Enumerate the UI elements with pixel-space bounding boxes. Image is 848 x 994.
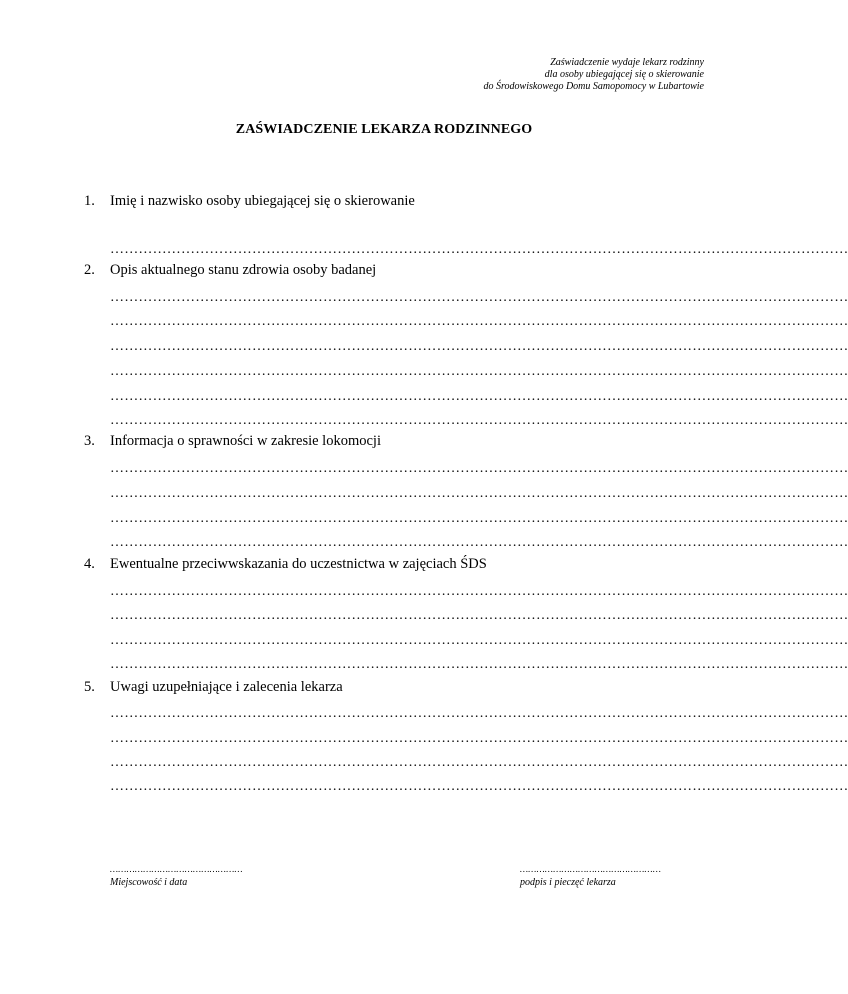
answer-line[interactable]: ………………………………………………………………………………………………………………………………………… bbox=[110, 486, 848, 501]
header-note bbox=[484, 57, 704, 93]
answer-line[interactable]: ………………………………………………………………………………………………………………………………………… bbox=[110, 364, 848, 379]
signature-line[interactable]: …………………………………………… bbox=[520, 864, 662, 874]
signature-label: podpis i pieczęć lekarza bbox=[520, 877, 616, 888]
header-note-line-2: dla osoby ubiegającej się o skierowanie bbox=[544, 69, 704, 80]
place-date-line[interactable]: ………………………………………… bbox=[110, 864, 243, 874]
answer-line[interactable]: ………………………………………………………………………………………………………………………………………… bbox=[110, 755, 848, 770]
answer-line[interactable]: ………………………………………………………………………………………………………………………………………… bbox=[110, 657, 848, 672]
answer-line[interactable]: ………………………………………………………………………………………………………………………………………… bbox=[110, 461, 848, 476]
question-number: 5. bbox=[84, 679, 95, 695]
question-2 bbox=[84, 262, 376, 279]
answer-line[interactable]: ………………………………………………………………………………………………………………………………………… bbox=[110, 535, 848, 550]
answer-line[interactable]: ………………………………………………………………………………………………………………………………………… bbox=[110, 779, 848, 794]
question-text: Uwagi uzupełniające i zalecenia lekarza bbox=[110, 679, 343, 695]
answer-line[interactable]: ………………………………………………………………………………………………………………………………………… bbox=[110, 290, 848, 305]
answer-line[interactable]: ………………………………………………………………………………………………………………………………………… bbox=[110, 242, 848, 257]
header-note-line-1: Zaświadczenie wydaje lekarz rodzinny bbox=[550, 57, 704, 68]
answer-line[interactable]: ………………………………………………………………………………………………………………………………………… bbox=[110, 389, 848, 404]
question-3 bbox=[84, 433, 381, 450]
question-text: Opis aktualnego stanu zdrowia osoby badanej bbox=[110, 262, 377, 278]
question-text: Ewentualne przeciwwskazania do uczestnictwa w zajęciach ŚDS bbox=[110, 556, 487, 572]
answer-line[interactable]: ………………………………………………………………………………………………………………………………………… bbox=[110, 511, 848, 526]
question-1 bbox=[84, 193, 415, 210]
question-number: 1. bbox=[84, 193, 95, 209]
document-title: ZAŚWIADCZENIE LEKARZA RODZINNEGO bbox=[235, 122, 533, 137]
answer-line[interactable]: ………………………………………………………………………………………………………………………………………… bbox=[110, 608, 848, 623]
question-number: 3. bbox=[84, 433, 95, 449]
answer-line[interactable]: ………………………………………………………………………………………………………………………………………… bbox=[110, 339, 848, 354]
answer-line[interactable]: ………………………………………………………………………………………………………………………………………… bbox=[110, 731, 848, 746]
question-text: Imię i nazwisko osoby ubiegającej się o skierowanie bbox=[110, 193, 415, 209]
question-4 bbox=[84, 556, 487, 573]
question-number: 4. bbox=[84, 556, 95, 572]
question-text: Informacja o sprawności w zakresie lokomocji bbox=[110, 433, 381, 449]
question-5 bbox=[84, 679, 343, 696]
header-note-line-3: do Środowiskowego Domu Samopomocy w Lubartowie bbox=[483, 81, 704, 92]
place-date-label: Miejscowość i data bbox=[110, 877, 188, 888]
answer-line[interactable]: ………………………………………………………………………………………………………………………………………… bbox=[110, 413, 848, 428]
answer-line[interactable]: ………………………………………………………………………………………………………………………………………… bbox=[110, 584, 848, 599]
answer-line[interactable]: ………………………………………………………………………………………………………………………………………… bbox=[110, 633, 848, 648]
answer-line[interactable]: ………………………………………………………………………………………………………………………………………… bbox=[110, 314, 848, 329]
answer-line[interactable]: ………………………………………………………………………………………………………………………………………… bbox=[110, 706, 848, 721]
question-number: 2. bbox=[84, 262, 95, 278]
